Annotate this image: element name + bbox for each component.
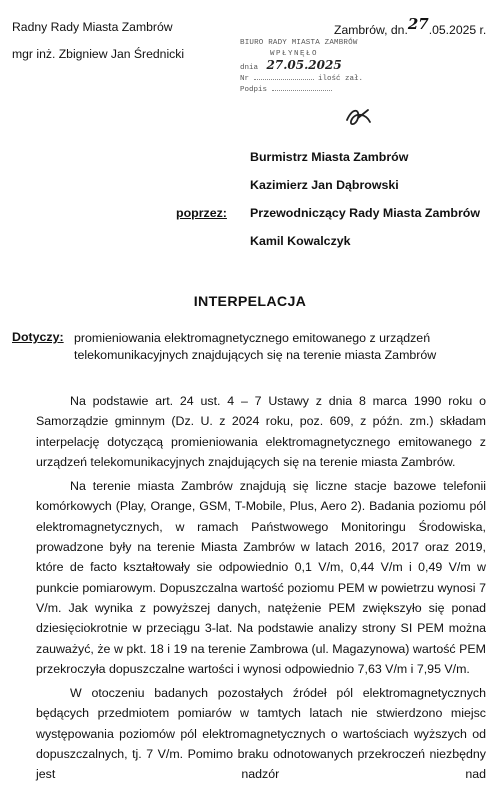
- addressee-mayor: Burmistrz Miasta Zambrów: [250, 150, 409, 164]
- subject-label: Dotyczy:: [12, 330, 64, 344]
- stamp-pages-label: ilość zał.: [318, 75, 364, 83]
- via-label: poprzez:: [176, 206, 227, 220]
- body-paragraph: Na podstawie art. 24 ust. 4 – 7 Ustawy z dnia 8 marca 1990 roku o Samorządzie gminnym (Dz. U. z 2024 roku, poz. 609, z późn. zm.) składam interpelację dotyczącą promieniowania elektromagnetycznego emitowanego z urządzeń telekomunikacyjnych znajdujących się na terenie miasta Zambrów.: [36, 394, 486, 469]
- stamp-signature-label: Podpis: [240, 86, 268, 94]
- place-date-suffix: .05.2025 r.: [428, 23, 487, 37]
- stamp-nr-line: [254, 79, 314, 80]
- stamp-received: WPŁYNĘŁO: [270, 50, 319, 58]
- stamp-nr-label: Nr: [240, 75, 250, 83]
- author-name: mgr inż. Zbigniew Jan Średnicki: [12, 47, 185, 61]
- subject-text: promieniowania elektromagnetycznego emitowanego z urządzeń telekomunikacyjnych znajdujących się na terenie miasta Zambrów: [74, 331, 437, 362]
- addressee-council-chair: Przewodniczący Rady Miasta Zambrów: [250, 206, 480, 220]
- stamp-date-value: 27.05.2025: [266, 58, 342, 72]
- stamp-date-row: [240, 60, 390, 74]
- stamp-office: BIURO RADY MIASTA ZAMBRÓW: [240, 39, 358, 47]
- place-date: [334, 15, 487, 38]
- place-date-prefix: Zambrów, dn.: [334, 23, 408, 37]
- addressee-chair-name: Kamil Kowalczyk: [250, 234, 351, 248]
- signature-scribble: [344, 106, 374, 130]
- stamp-signature-row: [240, 85, 390, 96]
- addressee-mayor-name: Kazimierz Jan Dąbrowski: [250, 178, 399, 192]
- received-stamp: [240, 38, 390, 130]
- document-body: [36, 391, 486, 789]
- stamp-nr-row: [240, 74, 390, 85]
- body-paragraph: W otoczeniu badanych pozostałych źródeł pól elektromagnetycznych będących przedmiotem pomiarów w tamtych latach nie stwierdzono miejsc występowania poziomów pól elektromagnetycznych o wartościach wyższych od dopuszczalnych, tj. 7 V/m. Pomimo braku odnotowanych przekroczeń niezbędny jest nadzór nad: [36, 686, 486, 782]
- document-title: INTERPELACJA: [193, 294, 307, 310]
- stamp-signature-line: [272, 90, 332, 91]
- councillor-title: Radny Rady Miasta Zambrów: [12, 20, 173, 34]
- place-date-day: 27: [407, 15, 429, 33]
- stamp-date-label: dnia: [240, 64, 259, 72]
- body-paragraph: Na terenie miasta Zambrów znajdują się liczne stacje bazowe telefonii komórkowych (Play, Orange, GSM, T-Mobile, Plus, Aero 2). Badania poziomu pól elektromagnetycznych, w ramach Państwowego Monitoringu Środowiska, prowadzone były na terenie Miasta Zambrów w latach 2016, 2017 oraz 2019, które de facto kształtowały sie odpowiednio 0,1 V/m, 0,44 V/m i 0,49 V/m w punkcie pomiarowym. Dopuszczalna wartość poziomu PEM w powietrzu wynosi 7 V/m. Jak wynika z powyższej danych, natężenie PEM zwiększyło się ponad dziesięciokrotnie w przeciągu 3-lat. Na podstawie analizy strony SI PEM można zauważyć, że w pkt. 18 i 19 na terenie Zambrowa (ul. Magazynowa) wartość PEM przekroczyła dopuszczalne wartości i wynosi odpowiednio 7,63 V/m i 7,95 V/m.: [36, 479, 486, 676]
